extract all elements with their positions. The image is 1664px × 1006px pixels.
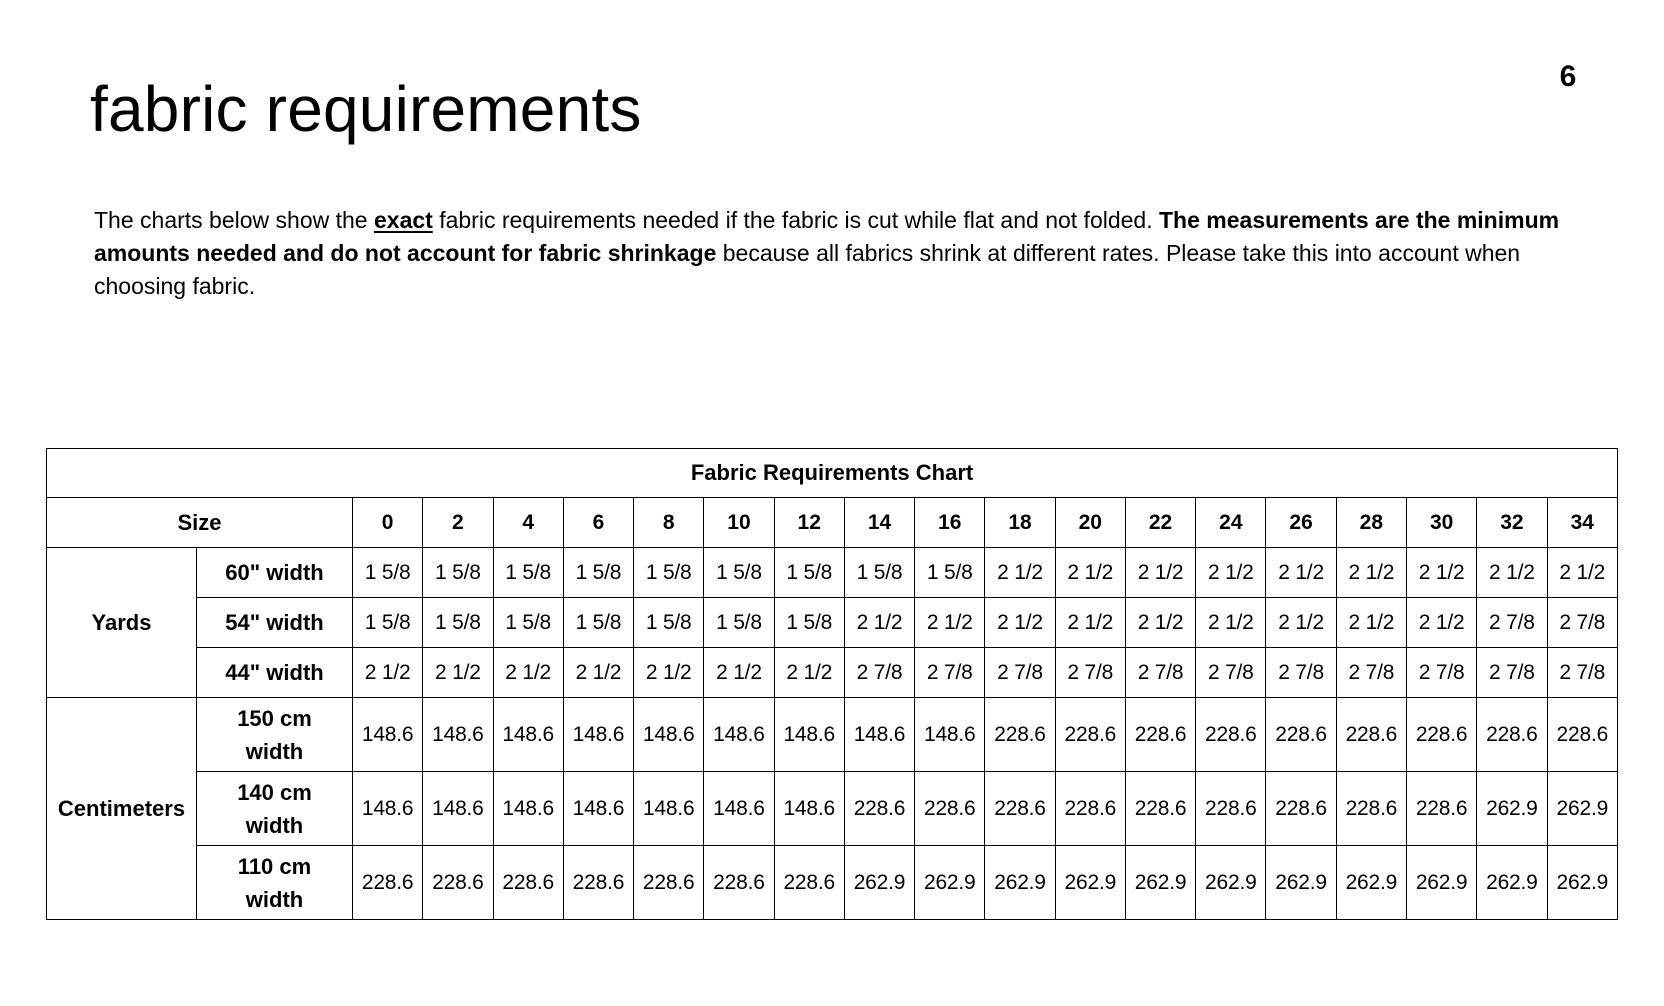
size-column-header: 22 xyxy=(1125,498,1195,548)
page-number: 6 xyxy=(1559,60,1577,93)
table-cell: 2 1/2 xyxy=(1055,598,1125,648)
table-cell: 2 7/8 xyxy=(1406,648,1476,698)
table-cell: 2 7/8 xyxy=(985,648,1055,698)
table-cell: 228.6 xyxy=(1406,698,1476,772)
table-cell: 2 1/2 xyxy=(1477,548,1547,598)
size-column-header: 16 xyxy=(915,498,985,548)
fabric-width-label-line1: 140 cm xyxy=(237,779,312,805)
table-cell: 2 7/8 xyxy=(1336,648,1406,698)
table-cell: 2 7/8 xyxy=(1055,648,1125,698)
table-cell: 148.6 xyxy=(563,698,633,772)
table-cell: 262.9 xyxy=(1477,846,1547,920)
table-cell: 228.6 xyxy=(493,846,563,920)
table-cell: 1 5/8 xyxy=(915,548,985,598)
table-cell: 2 1/2 xyxy=(844,598,914,648)
fabric-width-label xyxy=(197,846,353,920)
table-cell: 148.6 xyxy=(774,698,844,772)
table-cell: 228.6 xyxy=(915,772,985,846)
table-cell: 2 1/2 xyxy=(1125,548,1195,598)
size-column-header: 6 xyxy=(563,498,633,548)
table-cell: 228.6 xyxy=(844,772,914,846)
size-column-header: 12 xyxy=(774,498,844,548)
fabric-width-label xyxy=(197,772,353,846)
table-cell: 1 5/8 xyxy=(353,598,423,648)
table-cell: 2 1/2 xyxy=(493,648,563,698)
fabric-width-label: 44" width xyxy=(197,648,353,698)
table-cell: 2 1/2 xyxy=(1547,548,1618,598)
table-cell: 2 7/8 xyxy=(1477,598,1547,648)
table-cell: 228.6 xyxy=(704,846,774,920)
table-cell: 228.6 xyxy=(1477,698,1547,772)
table-cell: 1 5/8 xyxy=(423,598,493,648)
table-cell: 2 1/2 xyxy=(1125,598,1195,648)
table-cell: 262.9 xyxy=(1336,846,1406,920)
table-cell: 148.6 xyxy=(915,698,985,772)
table-cell: 1 5/8 xyxy=(704,548,774,598)
intro-bold-text: The measurements are the minimum amounts needed and do not account for fabric shrinkage xyxy=(94,207,1560,266)
table-cell: 2 1/2 xyxy=(634,648,704,698)
table-cell: 1 5/8 xyxy=(493,598,563,648)
size-column-header: 4 xyxy=(493,498,563,548)
yards-group-label: Yards xyxy=(47,548,197,698)
table-cell: 262.9 xyxy=(915,846,985,920)
table-cell: 148.6 xyxy=(634,772,704,846)
table-cell: 228.6 xyxy=(423,846,493,920)
size-column-header: 30 xyxy=(1406,498,1476,548)
table-cell: 2 1/2 xyxy=(563,648,633,698)
table-cell: 1 5/8 xyxy=(563,598,633,648)
size-column-header: 2 xyxy=(423,498,493,548)
table-cell: 2 7/8 xyxy=(915,648,985,698)
intro-text-3: because all fabrics shrink at different rates. Please take this into account when choosing fabric. xyxy=(94,240,1521,299)
size-column-header: 8 xyxy=(634,498,704,548)
intro-text-2: fabric requirements needed if the fabric is cut while flat and not folded. xyxy=(432,207,1159,233)
table-row xyxy=(47,548,1618,598)
table-cell: 228.6 xyxy=(634,846,704,920)
table-cell: 262.9 xyxy=(1055,846,1125,920)
fabric-requirements-table xyxy=(46,448,1618,920)
table-cell: 262.9 xyxy=(1547,846,1618,920)
table-row xyxy=(47,698,1618,772)
table-cell: 228.6 xyxy=(985,698,1055,772)
table-row xyxy=(47,846,1618,920)
table-cell: 1 5/8 xyxy=(704,598,774,648)
table-cell: 262.9 xyxy=(1266,846,1336,920)
table-cell: 2 1/2 xyxy=(704,648,774,698)
table-cell: 228.6 xyxy=(985,772,1055,846)
table-cell: 228.6 xyxy=(1266,698,1336,772)
table-cell: 2 1/2 xyxy=(985,548,1055,598)
table-cell: 1 5/8 xyxy=(774,548,844,598)
table-cell: 148.6 xyxy=(634,698,704,772)
table-cell: 148.6 xyxy=(704,698,774,772)
table-cell: 2 1/2 xyxy=(774,648,844,698)
table-cell: 148.6 xyxy=(353,772,423,846)
table-caption: Fabric Requirements Chart xyxy=(47,449,1618,498)
table-cell: 2 1/2 xyxy=(353,648,423,698)
fabric-width-label-line2: width xyxy=(245,886,304,912)
table-cell: 148.6 xyxy=(493,698,563,772)
size-column-header: 26 xyxy=(1266,498,1336,548)
table-cell: 148.6 xyxy=(423,698,493,772)
table-cell: 1 5/8 xyxy=(563,548,633,598)
intro-paragraph xyxy=(94,204,1564,303)
table-cell: 2 7/8 xyxy=(1125,648,1195,698)
table-cell: 2 1/2 xyxy=(985,598,1055,648)
table-cell: 262.9 xyxy=(1125,846,1195,920)
table-cell: 2 1/2 xyxy=(915,598,985,648)
table-cell: 2 1/2 xyxy=(1336,548,1406,598)
table-cell: 228.6 xyxy=(1547,698,1618,772)
table-cell: 2 1/2 xyxy=(1266,598,1336,648)
table-cell: 2 1/2 xyxy=(1196,598,1266,648)
fabric-width-label-line2: width xyxy=(245,738,304,764)
table-cell: 262.9 xyxy=(1406,846,1476,920)
table-cell: 228.6 xyxy=(1336,772,1406,846)
table-cell: 148.6 xyxy=(423,772,493,846)
table-cell: 262.9 xyxy=(844,846,914,920)
size-column-header: 28 xyxy=(1336,498,1406,548)
table-cell: 228.6 xyxy=(1055,698,1125,772)
table-cell: 228.6 xyxy=(1125,698,1195,772)
fabric-width-label-line1: 110 cm xyxy=(237,853,312,879)
table-cell: 1 5/8 xyxy=(774,598,844,648)
table-cell: 148.6 xyxy=(844,698,914,772)
table-cell: 228.6 xyxy=(353,846,423,920)
table-cell: 228.6 xyxy=(1266,772,1336,846)
table-cell: 148.6 xyxy=(774,772,844,846)
table-cell: 1 5/8 xyxy=(423,548,493,598)
fabric-width-label-line1: 150 cm xyxy=(237,705,312,731)
fabric-width-label: 60" width xyxy=(197,548,353,598)
table-cell: 2 7/8 xyxy=(1547,648,1618,698)
table-cell: 2 1/2 xyxy=(1406,548,1476,598)
table-cell: 262.9 xyxy=(1196,846,1266,920)
size-column-header: 34 xyxy=(1547,498,1618,548)
size-column-header: 10 xyxy=(704,498,774,548)
size-column-header: 18 xyxy=(985,498,1055,548)
table-cell: 2 1/2 xyxy=(1196,548,1266,598)
table-cell: 2 7/8 xyxy=(1547,598,1618,648)
table-cell: 228.6 xyxy=(1336,698,1406,772)
table-cell: 148.6 xyxy=(704,772,774,846)
size-column-header: 0 xyxy=(353,498,423,548)
size-column-header: 32 xyxy=(1477,498,1547,548)
table-cell: 1 5/8 xyxy=(844,548,914,598)
table-cell: 2 1/2 xyxy=(1055,548,1125,598)
table-cell: 2 7/8 xyxy=(1266,648,1336,698)
fabric-width-label-line2: width xyxy=(245,812,304,838)
table-cell: 228.6 xyxy=(774,846,844,920)
table-cell: 228.6 xyxy=(1196,698,1266,772)
table-cell: 228.6 xyxy=(1406,772,1476,846)
table-row xyxy=(47,598,1618,648)
size-header: Size xyxy=(47,498,353,548)
table-cell: 2 1/2 xyxy=(1406,598,1476,648)
intro-emphasis: exact xyxy=(373,207,433,233)
table-cell: 148.6 xyxy=(493,772,563,846)
centimeters-group-label: Centimeters xyxy=(47,698,197,920)
table-cell: 1 5/8 xyxy=(493,548,563,598)
table-cell: 2 1/2 xyxy=(423,648,493,698)
table-cell: 228.6 xyxy=(563,846,633,920)
table-cell: 228.6 xyxy=(1196,772,1266,846)
table-cell: 2 7/8 xyxy=(844,648,914,698)
table-cell: 2 7/8 xyxy=(1196,648,1266,698)
fabric-width-label: 54" width xyxy=(197,598,353,648)
table-cell: 262.9 xyxy=(985,846,1055,920)
table-cell: 148.6 xyxy=(563,772,633,846)
table-cell: 228.6 xyxy=(1055,772,1125,846)
table-cell: 2 1/2 xyxy=(1336,598,1406,648)
size-column-header: 24 xyxy=(1196,498,1266,548)
table-cell: 262.9 xyxy=(1477,772,1547,846)
size-column-header: 20 xyxy=(1055,498,1125,548)
table-row xyxy=(47,772,1618,846)
intro-text-1: The charts below show the xyxy=(94,207,374,233)
table-cell: 1 5/8 xyxy=(634,548,704,598)
table-cell: 2 1/2 xyxy=(1266,548,1336,598)
table-cell: 228.6 xyxy=(1125,772,1195,846)
table-cell: 1 5/8 xyxy=(353,548,423,598)
table-row xyxy=(47,648,1618,698)
fabric-width-label xyxy=(197,698,353,772)
table-cell: 148.6 xyxy=(353,698,423,772)
table-cell: 2 7/8 xyxy=(1477,648,1547,698)
size-column-header: 14 xyxy=(844,498,914,548)
table-cell: 262.9 xyxy=(1547,772,1618,846)
table-cell: 1 5/8 xyxy=(634,598,704,648)
page-title: fabric requirements xyxy=(90,73,642,145)
